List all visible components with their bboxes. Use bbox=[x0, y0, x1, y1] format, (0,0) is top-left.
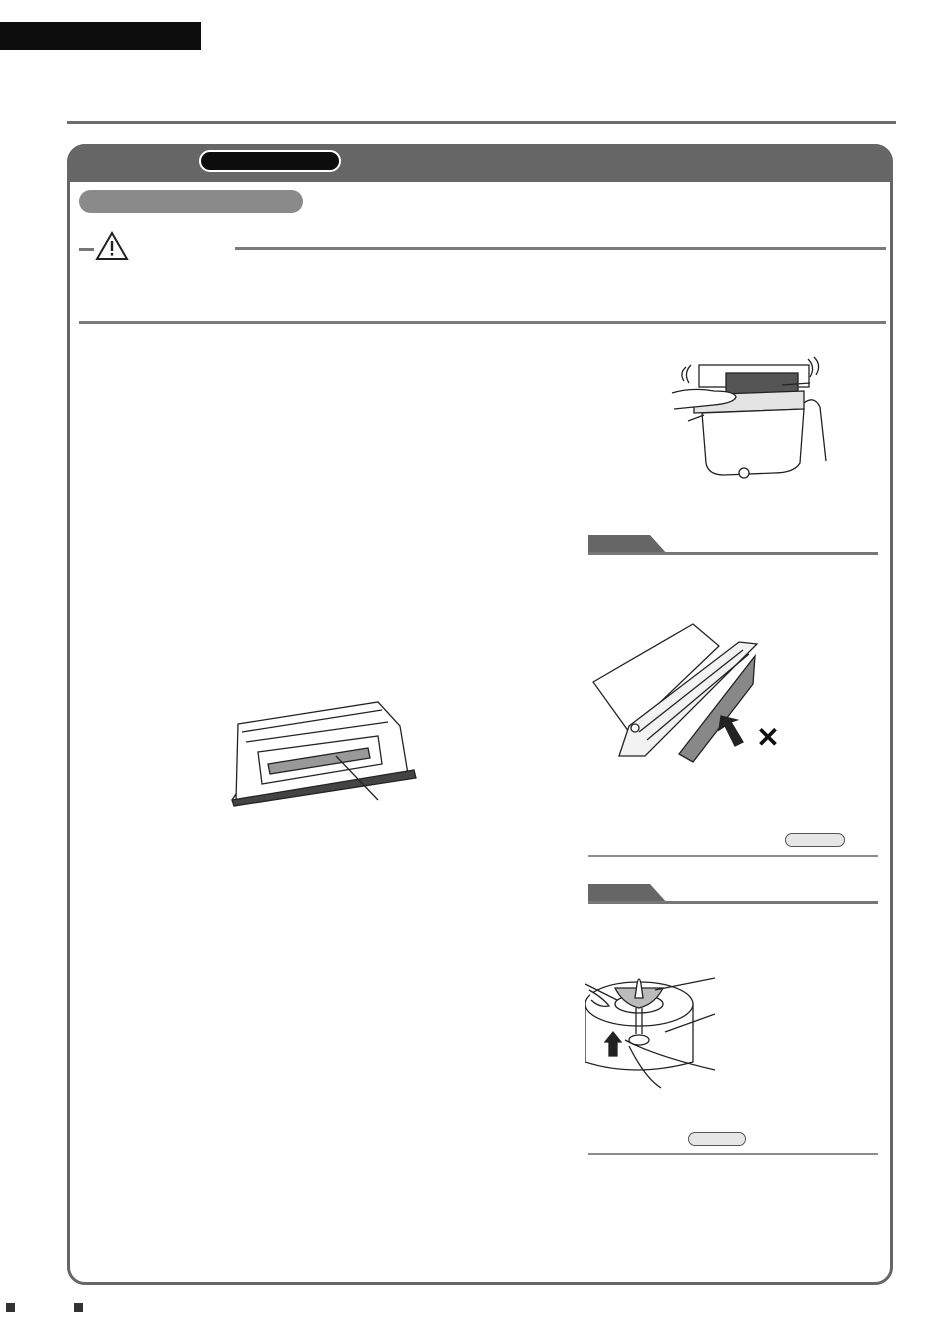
ref-pill-2 bbox=[688, 1132, 746, 1146]
caution-dash bbox=[79, 248, 94, 251]
note-end-divider-1 bbox=[588, 855, 878, 857]
panel-title-pill bbox=[199, 150, 341, 172]
section-pill bbox=[79, 190, 303, 213]
caution-divider bbox=[235, 247, 886, 250]
page-marker-right bbox=[74, 1303, 83, 1312]
ref-pill-1 bbox=[785, 833, 845, 847]
hands-lifting-unit-illustration bbox=[664, 351, 834, 486]
page-marker-left bbox=[6, 1303, 15, 1312]
warning-triangle-icon bbox=[95, 231, 129, 261]
panel-header bbox=[67, 144, 893, 182]
prohibited-x-mark: ✕ bbox=[756, 722, 780, 753]
filter-tray-illustration bbox=[228, 700, 423, 810]
top-divider bbox=[67, 121, 896, 124]
note-divider-1 bbox=[588, 552, 878, 555]
float-part-illustration bbox=[585, 970, 725, 1090]
note-end-divider-2 bbox=[588, 1153, 878, 1155]
header-block bbox=[0, 22, 201, 50]
note-divider-2 bbox=[588, 901, 878, 904]
section-divider bbox=[79, 321, 886, 324]
